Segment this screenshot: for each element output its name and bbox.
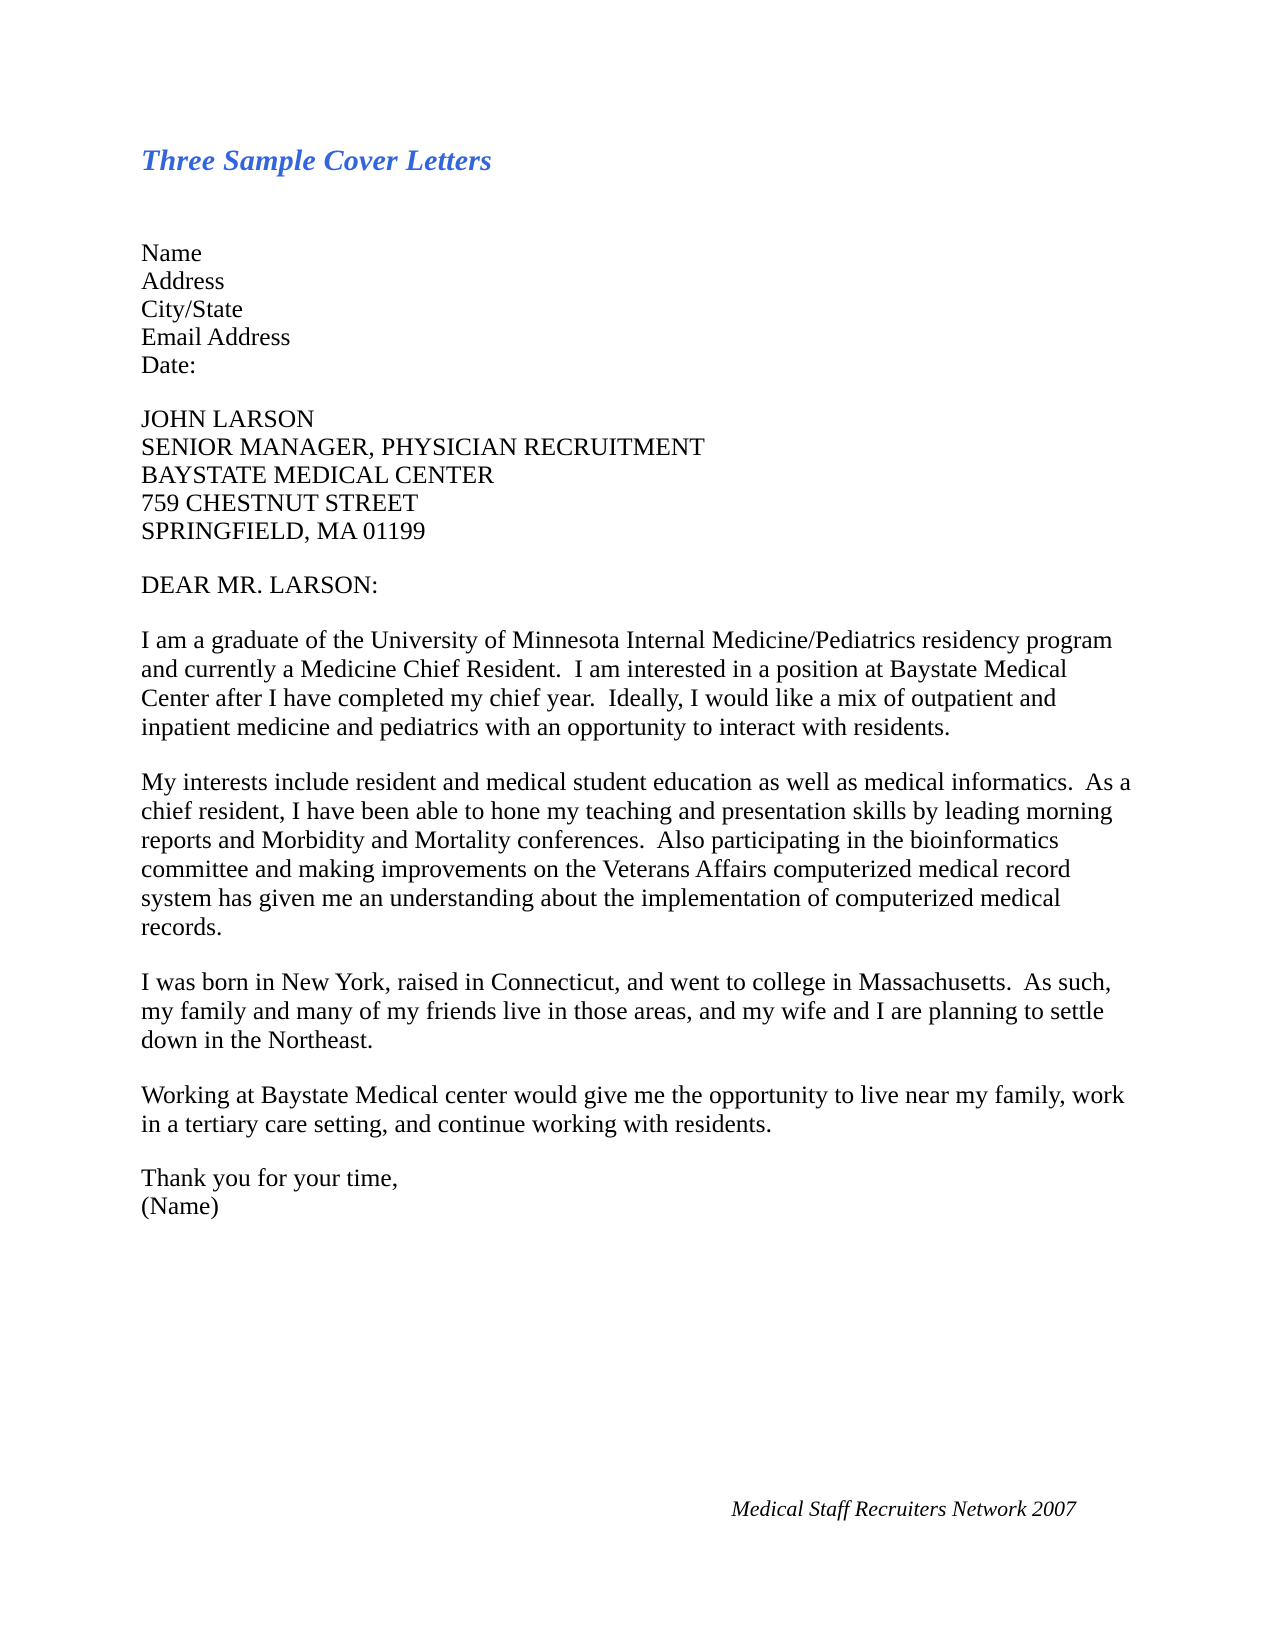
paragraph-line: My interests include resident and medical student education as well as medical informatics. As a — [141, 767, 1131, 796]
salutation — [141, 571, 1076, 599]
page-footer: Medical Staff Recruiters Network 2007 — [731, 1496, 1076, 1521]
sender-line: Email Address — [141, 322, 291, 351]
sender-line: City/State — [141, 294, 243, 323]
recipient-line: SPRINGFIELD, MA 01199 — [141, 516, 426, 545]
paragraph-line: reports and Morbidity and Mortality conferences. Also participating in the bioinformatics — [141, 825, 1059, 854]
recipient-address-block — [141, 405, 1076, 545]
sender-line: Date: — [141, 350, 197, 379]
closing-block — [141, 1164, 1076, 1220]
page-title: Three Sample Cover Letters — [141, 144, 492, 177]
recipient-line: 759 CHESTNUT STREET — [141, 488, 419, 517]
paragraph-line: inpatient medicine and pediatrics with an opportunity to interact with residents. — [141, 712, 951, 741]
recipient-line: BAYSTATE MEDICAL CENTER — [141, 460, 495, 489]
document-body — [141, 0, 1131, 1220]
body-paragraph-4 — [141, 1080, 1125, 1138]
body-paragraph-1 — [141, 625, 1113, 741]
paragraph-line: and currently a Medicine Chief Resident. I am interested in a position at Baystate Medical — [141, 654, 1068, 683]
paragraph-line: records. — [141, 912, 223, 941]
recipient-line: JOHN LARSON — [141, 404, 315, 433]
paragraph-line: I was born in New York, raised in Connecticut, and went to college in Massachusetts. As such, — [141, 967, 1112, 996]
body-paragraph-3 — [141, 967, 1112, 1054]
paragraph-line: down in the Northeast. — [141, 1025, 374, 1054]
body-paragraph-2 — [141, 767, 1131, 941]
recipient-line: SENIOR MANAGER, PHYSICIAN RECRUITMENT — [141, 432, 705, 461]
closing-line: Thank you for your time, — [141, 1163, 399, 1192]
closing-line: (Name) — [141, 1191, 219, 1220]
paragraph-line: my family and many of my friends live in those areas, and my wife and I are planning to settle — [141, 996, 1105, 1025]
paragraph-line: I am a graduate of the University of Minnesota Internal Medicine/Pediatrics residency program — [141, 625, 1113, 654]
paragraph-line: Working at Baystate Medical center would give me the opportunity to live near my family, work — [141, 1080, 1125, 1109]
paragraph-line: in a tertiary care setting, and continue working with residents. — [141, 1109, 772, 1138]
sender-line: Address — [141, 266, 225, 295]
paragraph-line: system has given me an understanding about the implementation of computerized medical — [141, 883, 1061, 912]
sender-address-block — [141, 239, 1076, 379]
salutation-line: DEAR MR. LARSON: — [141, 570, 379, 599]
paragraph-line: committee and making improvements on the Veterans Affairs computerized medical record — [141, 854, 1071, 883]
paragraph-line: chief resident, I have been able to hone my teaching and presentation skills by leading morning — [141, 796, 1113, 825]
sender-line: Name — [141, 238, 202, 267]
paragraph-line: Center after I have completed my chief year. Ideally, I would like a mix of outpatient and — [141, 683, 1057, 712]
